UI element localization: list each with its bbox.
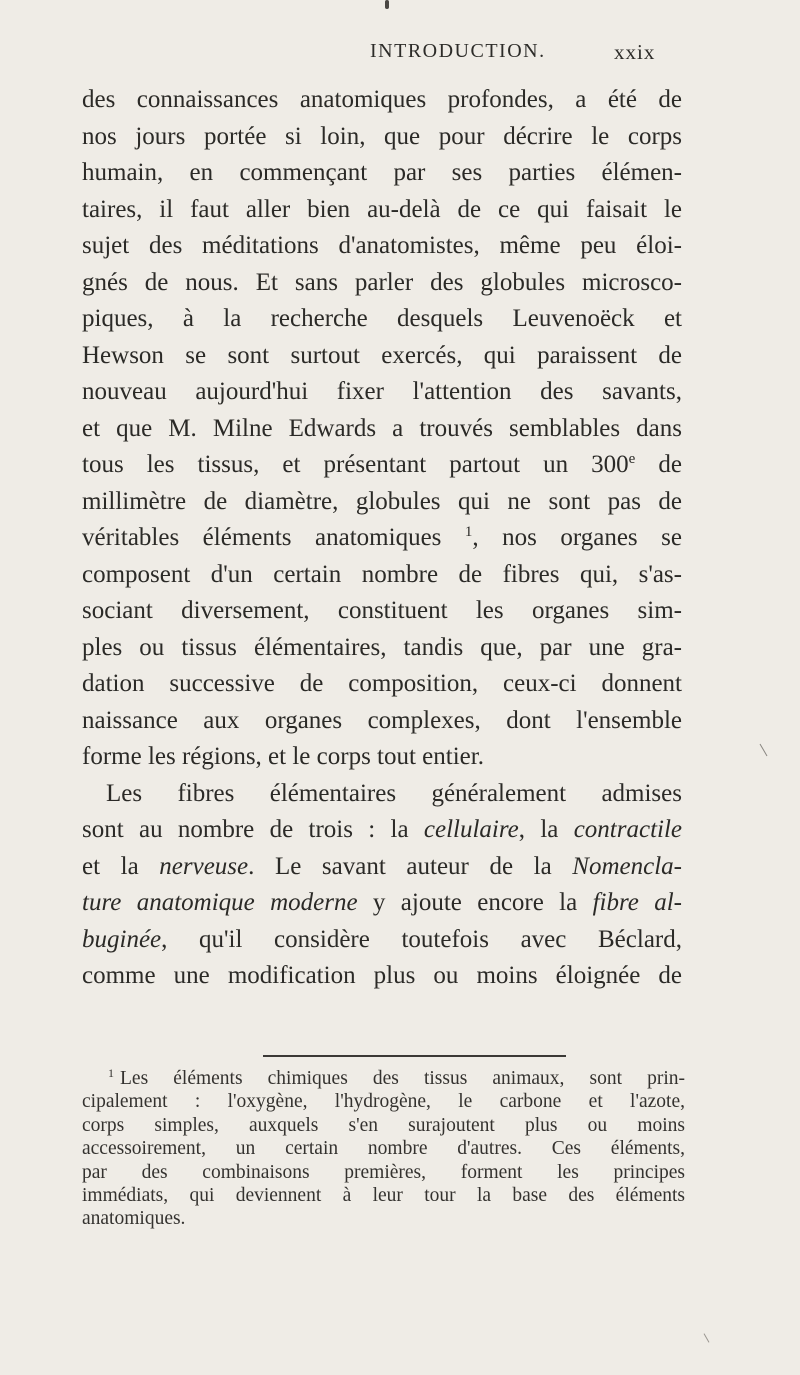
italic-title: ture anatomique moderne (82, 889, 358, 916)
text-segment: de (658, 451, 682, 478)
text-line: Hewson se sont surtout exercés, qui paraissent de (82, 341, 682, 369)
text-line: ples ou tissus élémentaires, tandis que, par une gra- (82, 633, 682, 661)
margin-mark (760, 744, 768, 757)
footnote-line: corps simples, auxquels s'en surajoutent plus ou moins (82, 1114, 685, 1136)
text-segment: et la (82, 852, 160, 880)
text-line: humain, en commençant par ses parties élémen- (82, 159, 682, 186)
footnote-line: anatomiques. (82, 1208, 186, 1230)
footnote (82, 1067, 685, 1231)
text-segment: , la (518, 816, 574, 843)
text-line: nouveau aujourd'hui fixer l'attention des savants, (82, 378, 682, 405)
text-line: naissance aux organes complexes, dont l'ensemble (82, 706, 682, 734)
footnote-reference: 1 (464, 524, 473, 540)
text-line: gnés de nous. Et sans parler des globules microsco- (82, 268, 682, 296)
page-number: xxix (614, 40, 656, 64)
text-line (82, 447, 682, 484)
main-text (82, 82, 682, 995)
footnote-line: par des combinaisons premières, forment les principes (82, 1161, 685, 1183)
italic-title: Nomencla- (572, 852, 682, 880)
footnote-divider (263, 1055, 566, 1057)
text-line (82, 922, 682, 959)
text-line: forme les régions, et le corps tout entier. (82, 743, 484, 770)
text-segment: Les éléments chimiques des tissus animaux, sont prin- (120, 1068, 685, 1089)
text-line: sociant diversement, constituent les organes sim- (82, 597, 682, 624)
footnote-line: cipalement : l'oxygène, l'hydrogène, le carbone et l'azote, (82, 1091, 685, 1113)
superscript: e (628, 451, 636, 467)
italic-term: buginée (82, 925, 162, 953)
running-title: INTRODUCTION. (370, 40, 546, 62)
footnote-line: accessoirement, un certain nombre d'autres. Ces éléments, (82, 1138, 685, 1160)
footnote-marker: 1 (108, 1066, 114, 1080)
footnote-line: immédiats, qui deviennent à leur tour la base des éléments (82, 1184, 685, 1206)
text-line (82, 812, 682, 849)
paragraph-start-line: Les fibres élémentaires généralement admises (106, 779, 682, 807)
text-segment: véritables éléments anatomiques (82, 524, 442, 551)
text-line: et que M. Milne Edwards a trouvés semblables dans (82, 414, 682, 442)
text-line: sujet des méditations d'anatomistes, même peu éloi- (82, 232, 682, 259)
footnote-line (82, 1067, 685, 1090)
text-line: des connaissances anatomiques profondes, a été de (82, 86, 682, 113)
italic-term: contractile (573, 816, 683, 843)
text-line: nos jours portée si loin, que pour décrire le corps (82, 122, 682, 150)
text-line: piques, à la recherche desquels Leuvenoëck et (82, 305, 682, 332)
text-segment: , qu'il considère toutefois avec Béclard, (161, 925, 682, 953)
margin-mark (704, 1333, 710, 1342)
italic-term: fibre al- (592, 889, 682, 916)
text-line: comme une modification plus ou moins éloignée de (82, 962, 682, 989)
text-line (82, 885, 682, 922)
text-line: taires, il faut aller bien au-delà de ce qui faisait le (82, 195, 682, 223)
italic-term: cellulaire (423, 816, 519, 843)
text-segment: , nos organes se (472, 524, 682, 551)
ink-speck (385, 0, 389, 9)
text-segment: y ajoute encore la (357, 889, 593, 916)
italic-term: nerveuse (159, 852, 249, 880)
text-line: dation successive de composition, ceux-ci donnent (82, 670, 682, 697)
text-segment: tous les tissus, et présentant partout un 300 (82, 451, 629, 478)
text-segment: . Le savant auteur de la (248, 852, 573, 880)
text-line: millimètre de diamètre, globules qui ne sont pas de (82, 487, 682, 515)
text-segment: sont au nombre de trois : la (82, 816, 424, 843)
text-line: composent d'un certain nombre de fibres qui, s'as- (82, 560, 682, 588)
text-line (82, 849, 682, 886)
text-line (82, 520, 682, 557)
